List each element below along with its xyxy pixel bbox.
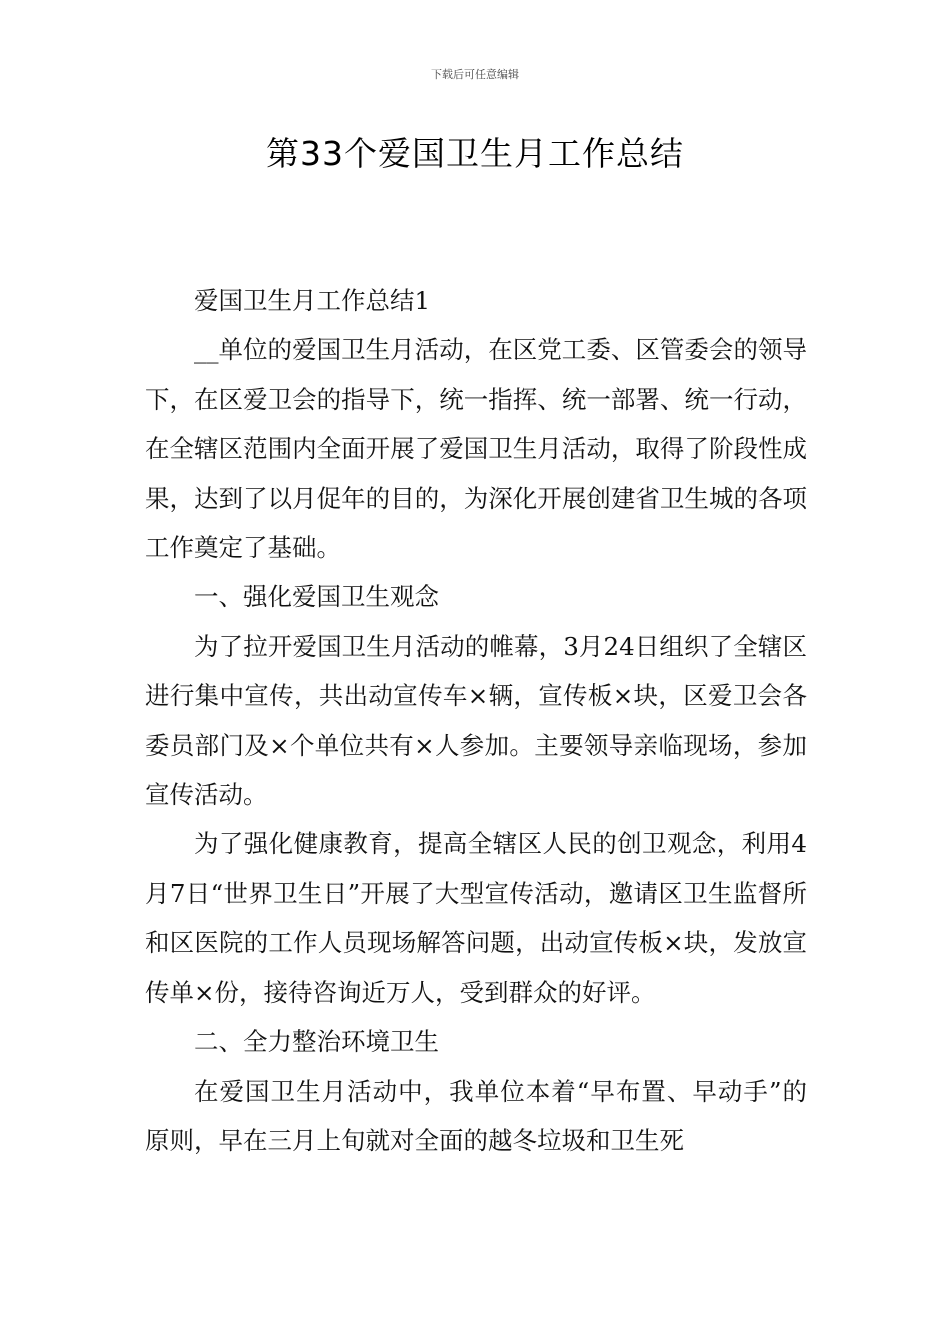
document-body — [145, 276, 807, 1165]
section-heading-1: 一、强化爱国卫生观念 — [194, 582, 439, 612]
document-title: 第33个爱国卫生月工作总结 — [266, 134, 684, 173]
section-heading-summary-1: 爱国卫生月工作总结1 — [194, 286, 431, 315]
paragraph-publicity: 为了拉开爱国卫生月活动的帷幕，3月24日组织了全辖区进行集中宣传，共出动宣传车×辆，宣传板×块，区爱卫会各委员部门及×个单位共有×人参加。主要领导亲临现场，参加宣传活动。 — [145, 631, 807, 810]
section-heading-2: 二、全力整治环境卫生 — [194, 1027, 439, 1057]
paragraph-environment: 在爱国卫生月活动中，我单位本着“早布置、早动手”的原则，早在三月上旬就对全面的越冬垃圾和卫生死 — [145, 1076, 807, 1155]
paragraph-health-education: 为了强化健康教育，提高全辖区人民的创卫观念，利用4月7日“世界卫生日”开展了大型宣传活动，邀请区卫生监督所和区医院的工作人员现场解答问题，出动宣传板×块，发放宣传单×份，接待咨询近万人，受到群众的好评。 — [145, 829, 807, 1007]
header-note: 下载后可任意编辑 — [431, 68, 519, 81]
paragraph-intro: __单位的爱国卫生月活动，在区党工委、区管委会的领导下，在区爱卫会的指导下，统一指挥、统一部署、统一行动，在全辖区范围内全面开展了爱国卫生月活动，取得了阶段性成果，达到了以月促年的目的，为深化开展创建省卫生城的各项工作奠定了基础。 — [145, 335, 807, 563]
